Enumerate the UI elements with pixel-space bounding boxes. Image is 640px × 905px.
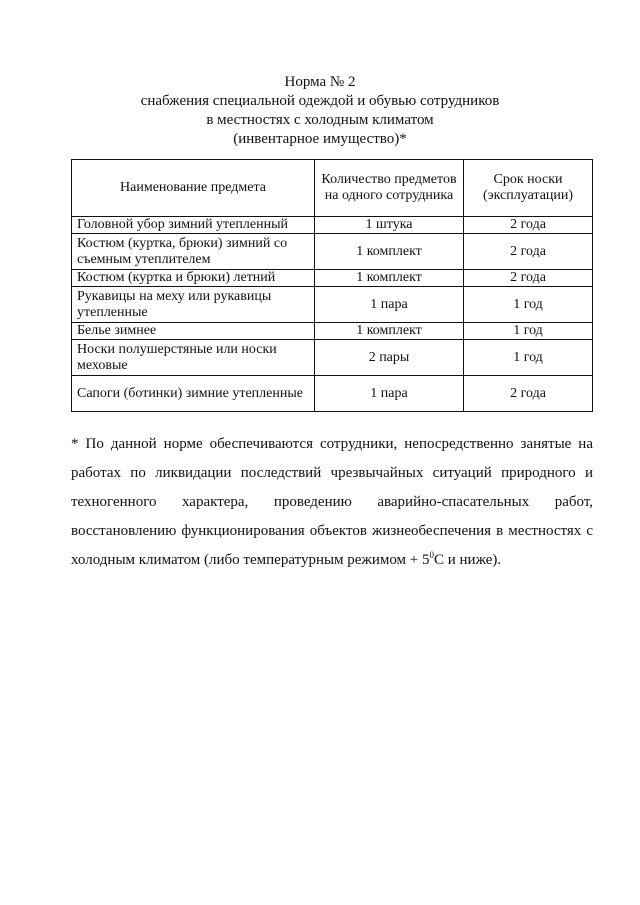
cell-item: Белье зимнее — [72, 323, 315, 340]
table-row — [72, 323, 593, 340]
cell-item: Костюм (куртка, брюки) зимний со съемным утеплителем — [72, 234, 315, 270]
cell-term: 2 года — [464, 234, 593, 270]
cell-quantity: 1 комплект — [314, 234, 463, 270]
title-line-1: Норма № 2 — [284, 74, 356, 90]
table-header-row — [72, 160, 593, 217]
cell-quantity: 1 пара — [314, 287, 463, 323]
table-row — [72, 234, 593, 270]
document-title — [0, 73, 640, 149]
cell-quantity: 1 комплект — [314, 323, 463, 340]
cell-item: Носки полушерстяные или носки меховые — [72, 340, 315, 376]
cell-term: 1 год — [464, 287, 593, 323]
table-row — [72, 217, 593, 234]
table-row — [72, 287, 593, 323]
header-term: Срок носки (эксплуатации) — [464, 160, 593, 217]
norm-table — [71, 159, 593, 412]
footnote-text-end: С и ниже). — [434, 552, 502, 568]
cell-quantity: 1 пара — [314, 376, 463, 412]
cell-term: 2 года — [464, 217, 593, 234]
footnote-superscript: 0 — [429, 550, 434, 560]
cell-term: 1 год — [464, 340, 593, 376]
title-line-2: снабжения специальной одеждой и обувью сотрудников — [140, 93, 500, 109]
cell-quantity: 1 комплект — [314, 270, 463, 287]
header-quantity: Количество предметов на одного сотрудника — [314, 160, 463, 217]
cell-term: 1 год — [464, 323, 593, 340]
table-row — [72, 270, 593, 287]
table-row — [72, 340, 593, 376]
title-line-4: (инвентарное имущество)* — [233, 131, 407, 147]
cell-item: Костюм (куртка и брюки) летний — [72, 270, 315, 287]
cell-term: 2 года — [464, 376, 593, 412]
cell-term: 2 года — [464, 270, 593, 287]
cell-quantity: 2 пары — [314, 340, 463, 376]
header-item: Наименование предмета — [72, 160, 315, 217]
footnote — [71, 430, 593, 575]
cell-quantity: 1 штука — [314, 217, 463, 234]
cell-item: Головной убор зимний утепленный — [72, 217, 315, 234]
cell-item: Рукавицы на меху или рукавицы утепленные — [72, 287, 315, 323]
table-row — [72, 376, 593, 412]
footnote-text: * По данной норме обеспечиваются сотрудники, непосредственно занятые на работах по ликвидации последствий чрезвычайных ситуаций природного и техногенного характера, проведению аварийно-спасательных работ, восстановлению функционирования объектов жизнеобеспечения в местностях с холодным климатом (либо температурным режимом + 5 — [71, 436, 593, 568]
title-line-3: в местностях с холодным климатом — [206, 112, 434, 128]
cell-item: Сапоги (ботинки) зимние утепленные — [72, 376, 315, 412]
